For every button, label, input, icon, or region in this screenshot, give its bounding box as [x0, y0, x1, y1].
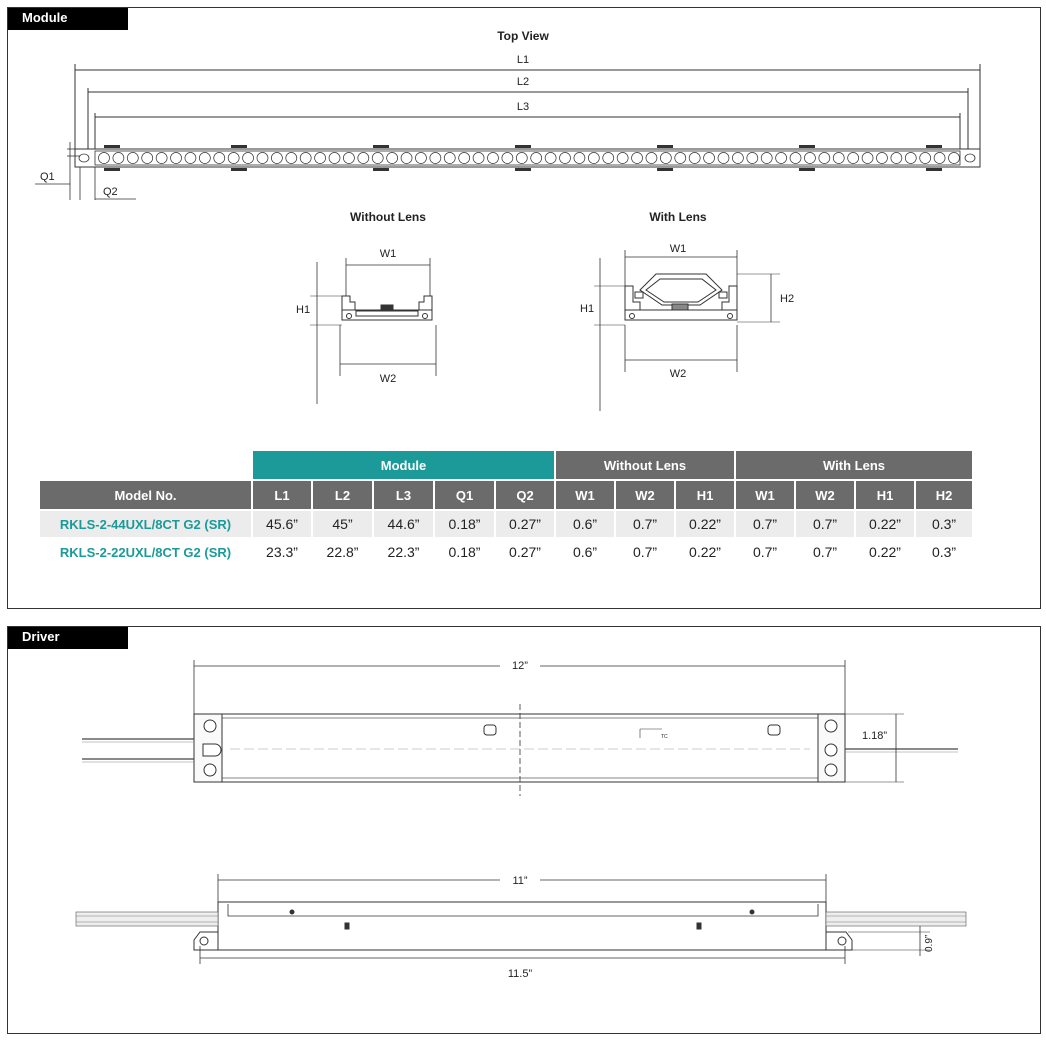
- led-dot: [300, 153, 311, 164]
- mount-tab: [104, 168, 120, 171]
- led-dot: [545, 153, 556, 164]
- without-lens-profile: [342, 296, 432, 320]
- led-dot: [315, 153, 326, 164]
- table-cell: 0.7”: [796, 539, 854, 565]
- led-dot: [934, 153, 945, 164]
- led-dot: [142, 153, 153, 164]
- led-dot: [776, 153, 787, 164]
- led-dot: [718, 153, 729, 164]
- table-cell: 22.8”: [313, 539, 372, 565]
- col-header: W2: [796, 481, 854, 509]
- with-lens-w2-label: W2: [669, 368, 687, 380]
- with-lens-h2-label: H2: [780, 293, 795, 305]
- table-cell: 0.3”: [916, 511, 972, 537]
- table-row: [40, 539, 972, 565]
- group-with-lens-header: With Lens: [736, 451, 972, 479]
- driver-side-view: [194, 902, 852, 950]
- table-cell: 0.27”: [496, 539, 554, 565]
- led-dot: [675, 153, 686, 164]
- led-dot: [804, 153, 815, 164]
- led-dot: [876, 153, 887, 164]
- led-dot: [660, 153, 671, 164]
- led-dot: [358, 153, 369, 164]
- mount-tab: [515, 168, 531, 171]
- led-dot: [761, 153, 772, 164]
- led-dot: [704, 153, 715, 164]
- mount-tab: [515, 145, 531, 148]
- mount-tab: [657, 168, 673, 171]
- led-dot: [531, 153, 542, 164]
- table-cell: 0.3”: [916, 539, 972, 565]
- led-dot: [329, 153, 340, 164]
- table-cell: 45”: [313, 511, 372, 537]
- led-dot: [127, 153, 138, 164]
- led-dot: [228, 153, 239, 164]
- led-dot: [905, 153, 916, 164]
- with-lens-title: With Lens: [649, 210, 707, 224]
- col-header: Q2: [496, 481, 554, 509]
- group-without-lens-header: Without Lens: [556, 451, 734, 479]
- led-dot: [257, 153, 268, 164]
- table-row: [40, 511, 972, 537]
- mount-tab: [231, 168, 247, 171]
- with-lens-profile: [625, 274, 737, 320]
- led-dot: [286, 153, 297, 164]
- model-cell: RKLS-2-44UXL/8CT G2 (SR): [40, 511, 251, 537]
- without-lens-w1-label: W1: [379, 248, 397, 260]
- mount-tab: [373, 145, 389, 148]
- driver-height-09-label: 0.9”: [924, 934, 935, 952]
- led-dot: [372, 153, 383, 164]
- table-cell: 0.22”: [856, 539, 914, 565]
- model-cell: RKLS-2-22UXL/8CT G2 (SR): [40, 539, 251, 565]
- top-view-title: Top View: [497, 29, 549, 43]
- table-cell: 45.6”: [253, 511, 311, 537]
- table-cell: 0.7”: [616, 539, 674, 565]
- led-dot: [401, 153, 412, 164]
- led-dot: [487, 153, 498, 164]
- led-dot: [343, 153, 354, 164]
- led-dot: [891, 153, 902, 164]
- table-cell: 0.7”: [736, 539, 794, 565]
- led-dot: [732, 153, 743, 164]
- table-cell: 0.27”: [496, 511, 554, 537]
- module-section-tab: Module: [8, 8, 128, 30]
- col-header: W2: [616, 481, 674, 509]
- led-dot: [747, 153, 758, 164]
- spec-table: [38, 449, 974, 567]
- led-dot: [603, 153, 614, 164]
- led-dot: [790, 153, 801, 164]
- driver-section-tab: Driver: [8, 627, 128, 649]
- tc-label: TC: [661, 734, 668, 740]
- driver-diagram: [0, 626, 1046, 1034]
- col-header: H2: [916, 481, 972, 509]
- with-lens-h1-label: H1: [580, 303, 595, 315]
- table-cell: 0.7”: [736, 511, 794, 537]
- led-dot: [833, 153, 844, 164]
- led-dot: [848, 153, 859, 164]
- col-header: H1: [676, 481, 734, 509]
- led-dot: [271, 153, 282, 164]
- table-cell: 23.3”: [253, 539, 311, 565]
- driver-length-115-label: 11.5”: [507, 968, 533, 980]
- mount-tab: [926, 145, 942, 148]
- mount-tab: [799, 145, 815, 148]
- q1-label: Q1: [40, 171, 55, 183]
- led-dot: [920, 153, 931, 164]
- col-header: L1: [253, 481, 311, 509]
- led-dot: [214, 153, 225, 164]
- led-dot: [113, 153, 124, 164]
- table-cell: 0.22”: [676, 511, 734, 537]
- table-cell: 0.22”: [676, 539, 734, 565]
- led-dot: [387, 153, 398, 164]
- table-cell: 0.18”: [435, 539, 494, 565]
- q2-label: Q2: [103, 186, 118, 198]
- mount-tab: [231, 145, 247, 148]
- col-header: Q1: [435, 481, 494, 509]
- led-dot: [574, 153, 585, 164]
- col-header: L3: [374, 481, 433, 509]
- col-header: H1: [856, 481, 914, 509]
- table-cell: 22.3”: [374, 539, 433, 565]
- table-column-header-row: [40, 481, 972, 509]
- led-dot: [689, 153, 700, 164]
- with-lens-w1-label: W1: [669, 243, 687, 255]
- led-dot: [632, 153, 643, 164]
- without-lens-w2-label: W2: [379, 373, 397, 385]
- l2-label: L2: [516, 76, 530, 88]
- table-cell: 0.6”: [556, 539, 614, 565]
- led-dot: [819, 153, 830, 164]
- led-dot: [560, 153, 571, 164]
- mount-tab: [926, 168, 942, 171]
- driver-length-11-label: 11”: [512, 875, 528, 887]
- col-header: L2: [313, 481, 372, 509]
- mount-tab: [104, 145, 120, 148]
- led-dot: [502, 153, 513, 164]
- group-module-header: Module: [253, 451, 554, 479]
- led-dot: [185, 153, 196, 164]
- col-header: W1: [556, 481, 614, 509]
- driver-height-118-label: 1.18”: [862, 730, 888, 742]
- led-dot: [473, 153, 484, 164]
- led-dot: [99, 153, 110, 164]
- led-dot: [646, 153, 657, 164]
- led-dot: [516, 153, 527, 164]
- led-dot: [617, 153, 628, 164]
- table-cell: 0.7”: [616, 511, 674, 537]
- table-cell: 44.6”: [374, 511, 433, 537]
- led-dot: [588, 153, 599, 164]
- without-lens-title: Without Lens: [350, 210, 426, 224]
- table-group-header-row: [40, 451, 972, 479]
- driver-top-view: [194, 714, 845, 782]
- led-dot: [949, 153, 960, 164]
- table-cell: 0.18”: [435, 511, 494, 537]
- table-cell: 0.6”: [556, 511, 614, 537]
- table-cell: 0.22”: [856, 511, 914, 537]
- led-dot: [199, 153, 210, 164]
- mount-tab: [799, 168, 815, 171]
- driver-length-12-label: 12”: [512, 660, 528, 672]
- l1-label: L1: [516, 54, 530, 66]
- led-dot: [415, 153, 426, 164]
- led-dot: [171, 153, 182, 164]
- mount-tab: [373, 168, 389, 171]
- top-view-diagram: [0, 0, 1046, 430]
- led-dot: [459, 153, 470, 164]
- mount-tab: [657, 145, 673, 148]
- led-dot: [156, 153, 167, 164]
- l3-label: L3: [516, 101, 530, 113]
- without-lens-h1-label: H1: [296, 304, 311, 316]
- led-dot: [862, 153, 873, 164]
- led-dot: [444, 153, 455, 164]
- led-dot: [243, 153, 254, 164]
- table-cell: 0.7”: [796, 511, 854, 537]
- col-header: W1: [736, 481, 794, 509]
- col-header: Model No.: [40, 481, 251, 509]
- led-dot: [430, 153, 441, 164]
